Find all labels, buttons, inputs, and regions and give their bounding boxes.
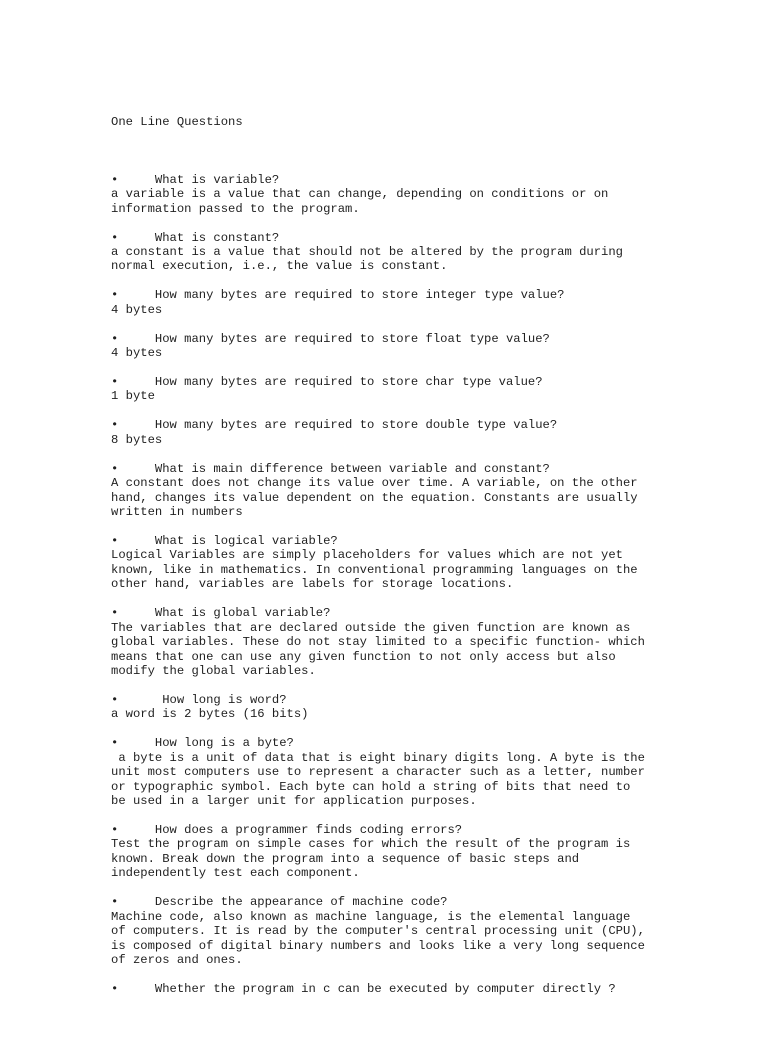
qa-item <box>111 534 691 592</box>
question-line <box>111 418 691 432</box>
bullet-icon: • <box>111 461 119 476</box>
question-text: How many bytes are required to store double type value? <box>154 418 558 433</box>
question-text: Whether the program in c can be executed by computer directly ? <box>154 981 616 996</box>
question-text: How many bytes are required to store integer type value? <box>154 288 565 303</box>
question-line <box>111 534 691 548</box>
question-text: How long is a byte? <box>154 736 294 751</box>
bullet-icon: • <box>111 374 119 389</box>
question-line <box>111 982 691 996</box>
question-line <box>111 288 691 302</box>
bullet-icon: • <box>111 418 119 433</box>
qa-item <box>111 332 691 361</box>
question-text: How many bytes are required to store char type value? <box>154 374 543 389</box>
qa-item <box>111 173 691 216</box>
answer-text: a word is 2 bytes (16 bits) <box>111 707 309 722</box>
answer-text: 4 bytes <box>111 302 163 317</box>
answer-text: A constant does not change its value over time. A variable, on the other hand, changes its value dependent on the equation. Constants are usually written in numbers <box>111 476 638 520</box>
answer-text: a variable is a value that can change, depending on conditions or on information passed to the program. <box>111 187 609 216</box>
question-line <box>111 736 691 750</box>
bullet-icon: • <box>111 692 119 707</box>
bullet-icon: • <box>111 736 119 751</box>
qa-list <box>111 173 691 997</box>
qa-item <box>111 982 691 996</box>
answer-text: a byte is a unit of data that is eight binary digits long. A byte is the unit most computers use to represent a character such as a letter, number or typographic symbol. Each byte can hold a string of bits that need to be used in a larger unit for application purposes. <box>111 750 645 809</box>
qa-item <box>111 462 691 520</box>
question-text: What is main difference between variable and constant? <box>154 461 550 476</box>
qa-item <box>111 231 691 274</box>
question-text: How many bytes are required to store float type value? <box>154 331 550 346</box>
bullet-icon: • <box>111 533 119 548</box>
qa-item <box>111 693 691 722</box>
qa-item <box>111 606 691 678</box>
qa-item <box>111 736 691 808</box>
qa-item <box>111 823 691 881</box>
qa-item <box>111 288 691 317</box>
bullet-icon: • <box>111 606 119 621</box>
question-line <box>111 173 691 187</box>
bullet-icon: • <box>111 981 119 996</box>
question-text: What is variable? <box>154 172 280 187</box>
answer-text: The variables that are declared outside the given function are known as global variables. These do not stay limited to a specific function- which means that one can use any given function to not only access but also modify the global variables. <box>111 620 645 678</box>
bullet-icon: • <box>111 895 119 910</box>
answer-text: a constant is a value that should not be altered by the program during normal execution, i.e., the value is constant. <box>111 244 623 274</box>
question-text: How does a programmer finds coding errors? <box>154 822 463 837</box>
question-line <box>111 693 691 707</box>
answer-text: 1 byte <box>111 389 155 404</box>
answer-text: 8 bytes <box>111 432 163 447</box>
question-line <box>111 462 691 476</box>
bullet-icon: • <box>111 331 119 346</box>
question-line <box>111 231 691 245</box>
answer-text: 4 bytes <box>111 346 163 361</box>
bullet-icon: • <box>111 172 119 187</box>
document-body <box>111 86 691 1040</box>
answer-text: Test the program on simple cases for which the result of the program is known. Break down the program into a sequence of basic steps and independently test each component. <box>111 837 631 881</box>
qa-item <box>111 895 691 967</box>
qa-item <box>111 375 691 404</box>
question-line <box>111 823 691 837</box>
question-line <box>111 332 691 346</box>
answer-text: Logical Variables are simply placeholders for values which are not yet known, like in mathematics. In conventional programming languages on the other hand, variables are labels for storage locations. <box>111 548 638 592</box>
question-text: What is constant? <box>154 230 280 245</box>
qa-item <box>111 418 691 447</box>
bullet-icon: • <box>111 288 119 303</box>
document-title: One Line Questions <box>111 114 243 129</box>
question-text: What is logical variable? <box>154 533 338 548</box>
answer-text: Machine code, also known as machine language, is the elemental language of computers. It is read by the computer's central processing unit (CPU), is composed of digital binary numbers and looks like a very long sequence of zeros and ones. <box>111 909 645 967</box>
question-text: What is global variable? <box>154 606 331 621</box>
question-line <box>111 375 691 389</box>
question-line <box>111 606 691 620</box>
question-text: Describe the appearance of machine code? <box>154 895 448 910</box>
bullet-icon: • <box>111 822 119 837</box>
bullet-icon: • <box>111 230 119 245</box>
question-text: How long is word? <box>154 692 287 707</box>
question-line <box>111 895 691 909</box>
